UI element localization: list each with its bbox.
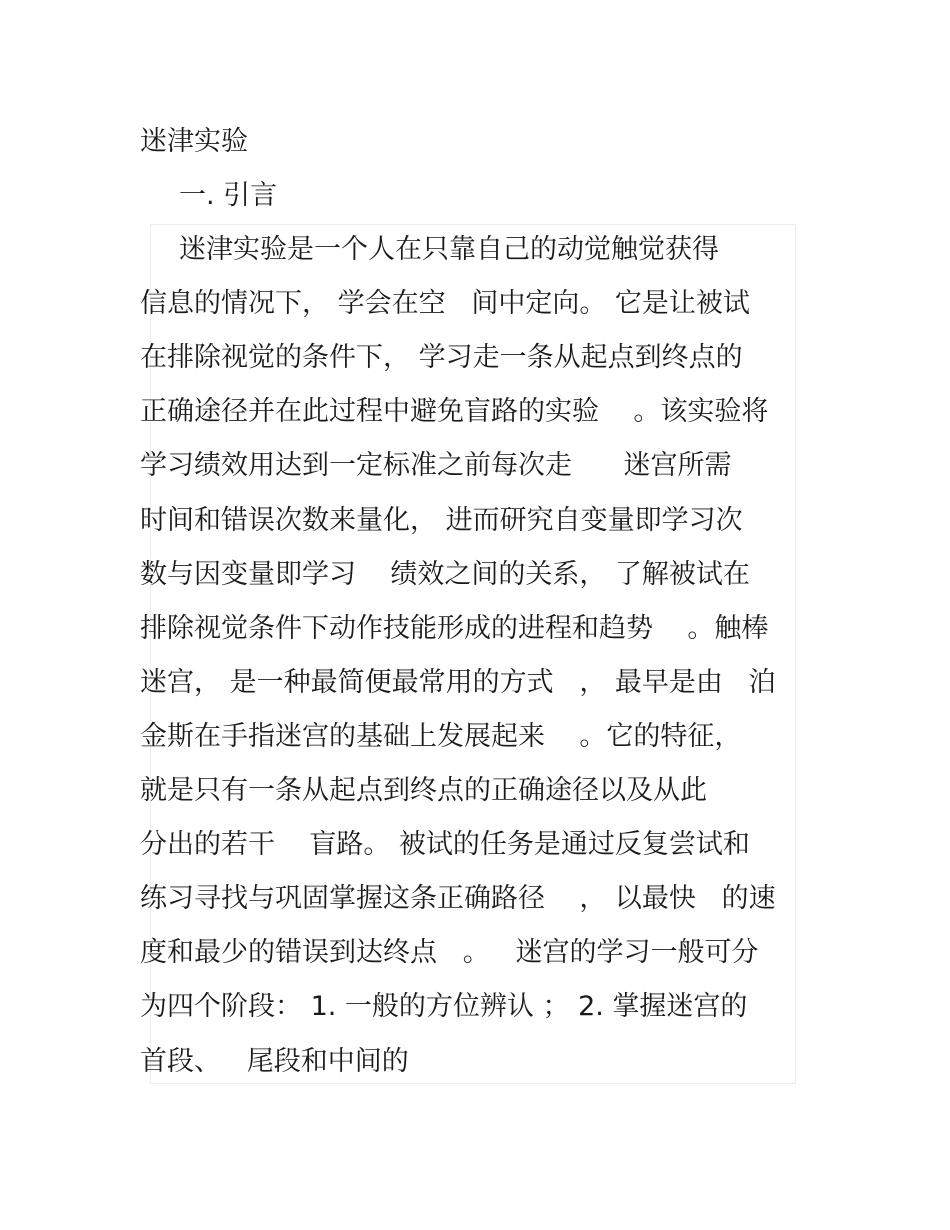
document-title: 迷津实验: [140, 126, 248, 157]
body-line: 迷津实验是一个人在只靠自己的动觉触觉获得: [179, 234, 719, 265]
body-line: 在排除视觉的条件下， 学习走一条从起点到终点的: [140, 342, 743, 373]
body-line: 练习寻找与巩固掌握这条正确路径 ， 以最快 的速: [140, 883, 776, 914]
body-line: 学习绩效用达到一定标准之前每次走 迷宫所需: [140, 450, 732, 481]
body-line: 分出的若干 盲路。 被试的任务是通过反复尝试和: [140, 829, 750, 860]
body-line: 时间和错误次数来量化， 进而研究自变量即学习次: [140, 505, 743, 536]
body-line: 金斯在手指迷宫的基础上发展起来 。它的特征，: [140, 721, 742, 752]
body-line: 就是只有一条从起点到终点的正确途径以及从此: [140, 775, 707, 806]
section-heading: 一. 引言: [179, 180, 278, 211]
body-line: 为四个阶段： 1. 一般的方位辨认 ； 2. 掌握迷宫的: [140, 991, 748, 1022]
body-line: 正确途径并在此过程中避免盲路的实验 。该实验将: [140, 396, 769, 427]
body-line: 排除视觉条件下动作技能形成的进程和趋势 。触棒: [140, 613, 769, 644]
body-line: 信息的情况下， 学会在空 间中定向。 它是让被试: [140, 288, 750, 319]
body-line: 数与因变量即学习 绩效之间的关系， 了解被试在: [140, 559, 750, 590]
body-line: 首段、 尾段和中间的: [140, 1046, 409, 1077]
body-line: 度和最少的错误到达终点 。 迷宫的学习一般可分: [140, 937, 759, 968]
body-line: 迷宫， 是一种最简便最常用的方式 ， 最早是由 泊: [140, 667, 776, 698]
